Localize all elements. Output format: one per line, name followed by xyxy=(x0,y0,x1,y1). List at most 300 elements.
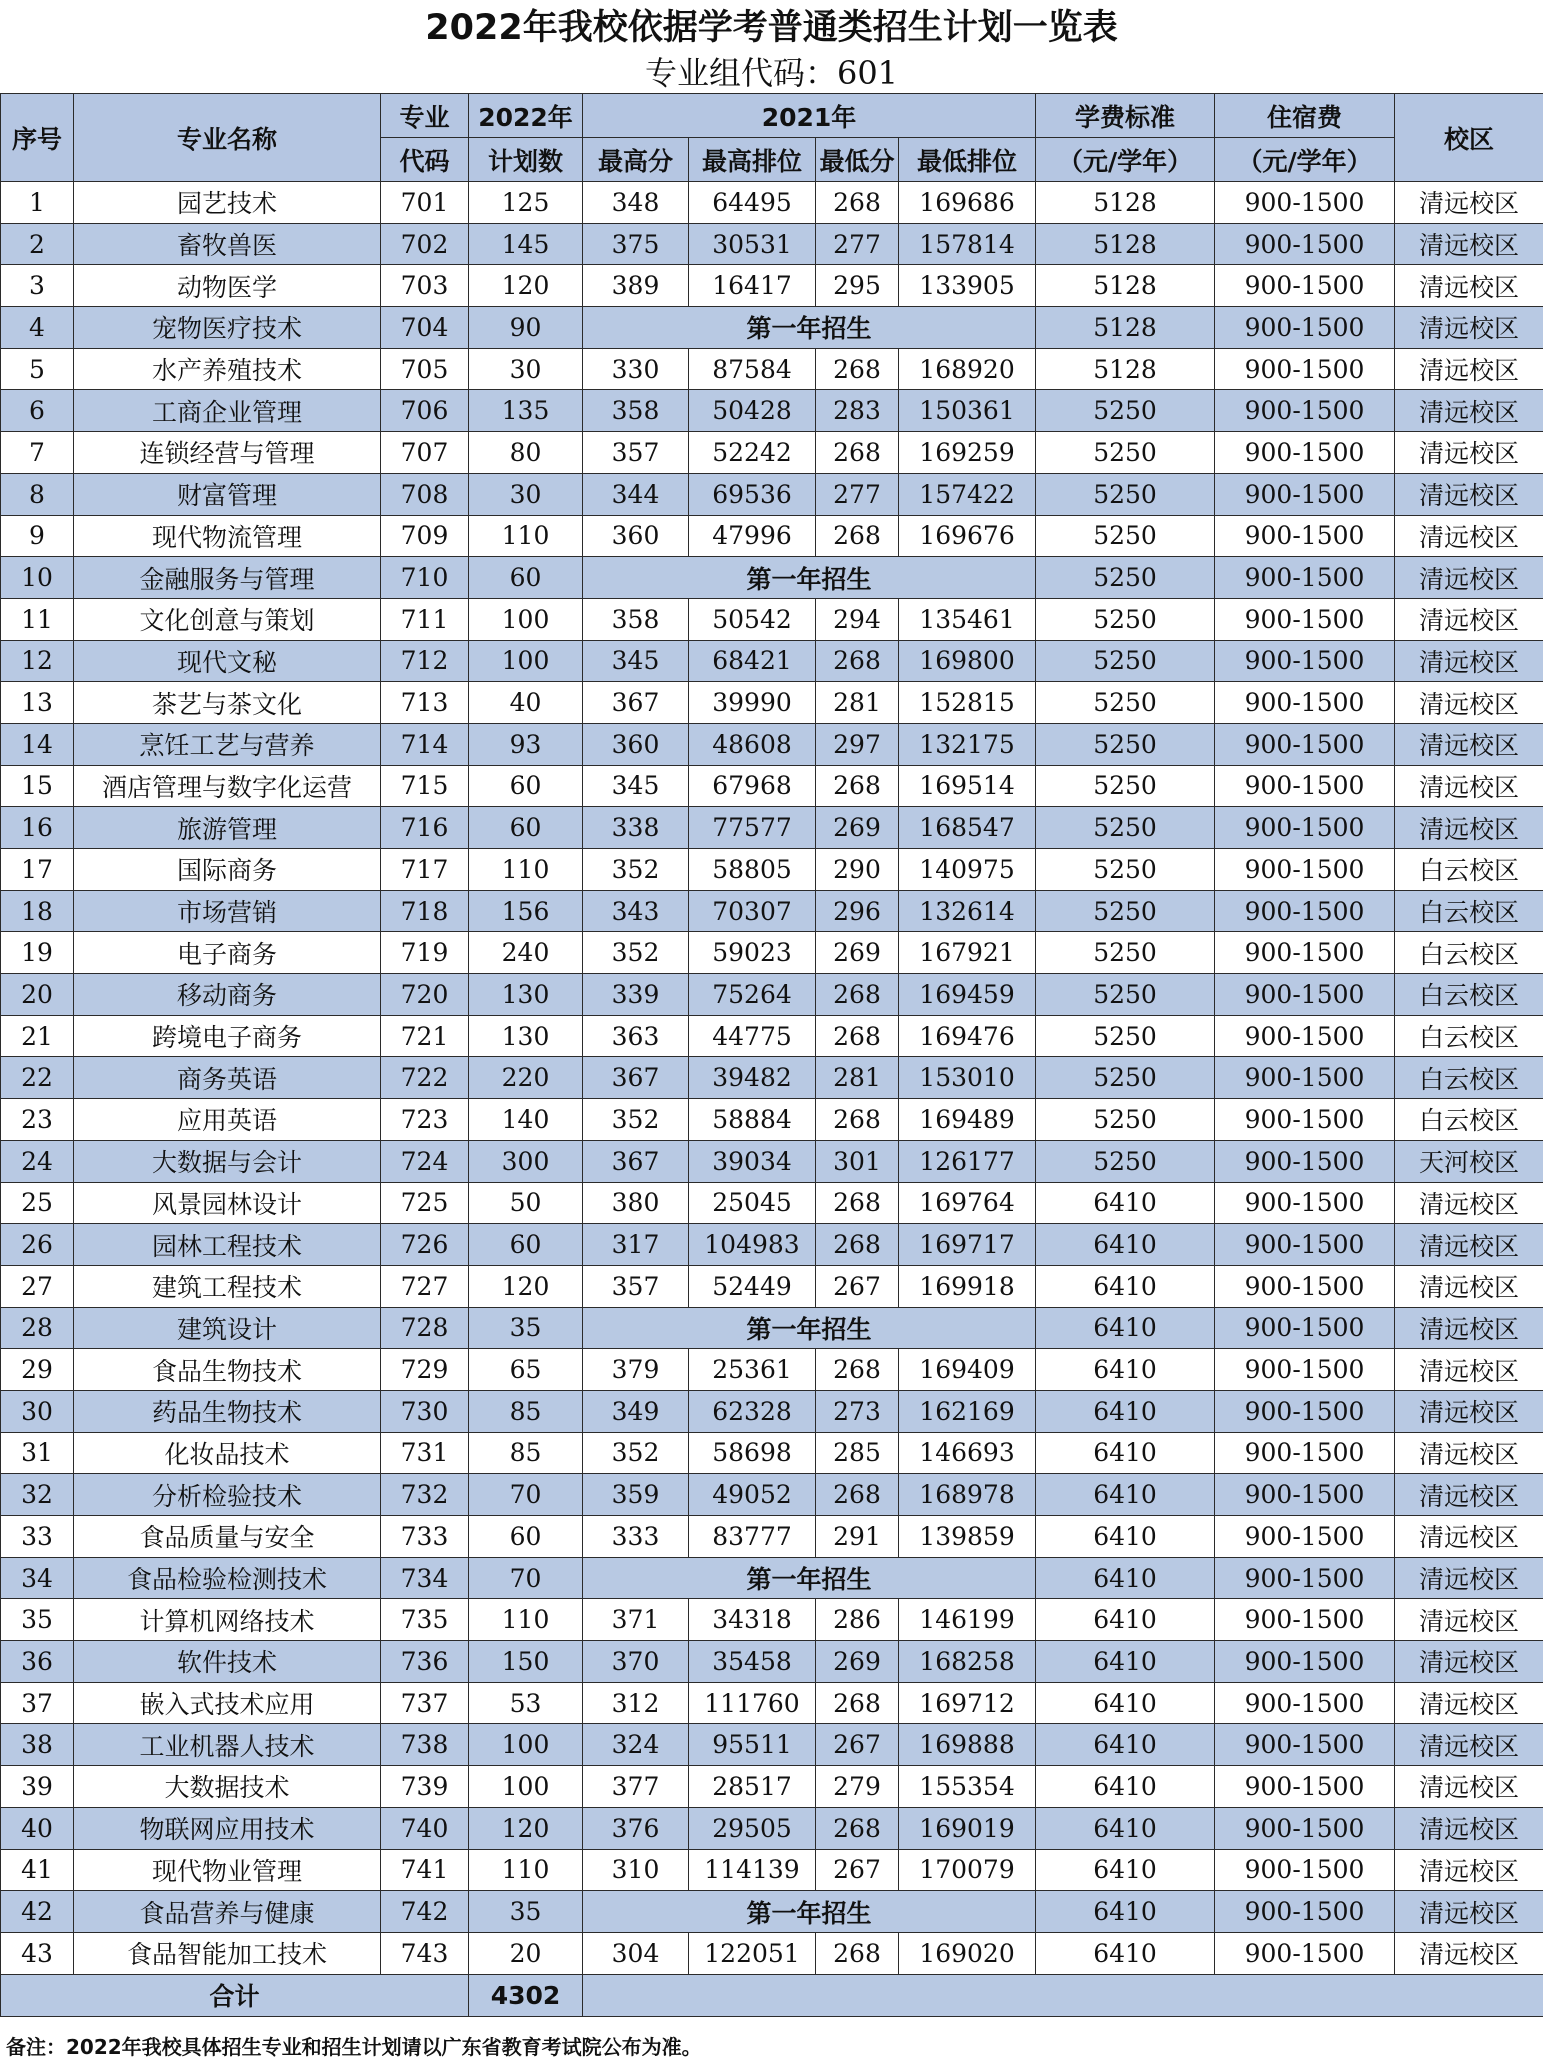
cell-min-score: 291 xyxy=(816,1516,899,1558)
cell-first-year: 第一年招生 xyxy=(583,307,1036,349)
cell-min-rank: 146693 xyxy=(899,1432,1036,1474)
cell-campus: 清远校区 xyxy=(1395,1849,1543,1891)
cell-name: 现代物业管理 xyxy=(74,1849,381,1891)
cell-max-score: 348 xyxy=(583,182,689,224)
cell-min-rank: 169476 xyxy=(899,1015,1036,1057)
footnote: 备注：2022年我校具体招生专业和招生计划请以广东省教育考试院公布为准。 xyxy=(6,2035,702,2059)
cell-name: 国际商务 xyxy=(74,849,381,891)
table-row xyxy=(1,598,1543,640)
cell-min-rank: 155354 xyxy=(899,1766,1036,1808)
cell-dorm: 900-1500 xyxy=(1215,223,1395,265)
cell-tuition: 5128 xyxy=(1036,348,1215,390)
cell-code: 725 xyxy=(381,1182,469,1224)
cell-max-rank: 75264 xyxy=(689,974,816,1016)
header-min-score: 最低分 xyxy=(816,138,899,182)
cell-plan: 60 xyxy=(469,807,583,849)
cell-seq: 23 xyxy=(1,1099,74,1141)
cell-max-rank: 83777 xyxy=(689,1516,816,1558)
header-min-rank: 最低排位 xyxy=(899,138,1036,182)
cell-plan: 145 xyxy=(469,223,583,265)
cell-seq: 19 xyxy=(1,932,74,974)
table-row xyxy=(1,1599,1543,1641)
table-row xyxy=(1,1224,1543,1266)
cell-campus: 清远校区 xyxy=(1395,1641,1543,1683)
cell-campus: 清远校区 xyxy=(1395,1766,1543,1808)
cell-min-score: 269 xyxy=(816,1641,899,1683)
table-row xyxy=(1,1349,1543,1391)
cell-name: 软件技术 xyxy=(74,1641,381,1683)
cell-min-rank: 169676 xyxy=(899,515,1036,557)
cell-tuition: 5250 xyxy=(1036,807,1215,849)
cell-min-rank: 169489 xyxy=(899,1099,1036,1141)
table-row xyxy=(1,1265,1543,1307)
cell-min-rank: 126177 xyxy=(899,1140,1036,1182)
cell-dorm: 900-1500 xyxy=(1215,473,1395,515)
cell-min-rank: 169019 xyxy=(899,1807,1036,1849)
cell-max-score: 359 xyxy=(583,1474,689,1516)
cell-max-rank: 50542 xyxy=(689,598,816,640)
cell-name: 移动商务 xyxy=(74,974,381,1016)
cell-min-score: 290 xyxy=(816,849,899,891)
header-dorm-bottom: （元/学年） xyxy=(1215,138,1395,182)
cell-tuition: 5250 xyxy=(1036,932,1215,974)
cell-tuition: 5250 xyxy=(1036,1015,1215,1057)
table-row xyxy=(1,557,1543,599)
header-campus: 校区 xyxy=(1395,94,1543,182)
table-row xyxy=(1,182,1543,224)
cell-min-rank: 132175 xyxy=(899,723,1036,765)
cell-campus: 清远校区 xyxy=(1395,1807,1543,1849)
cell-max-rank: 95511 xyxy=(689,1724,816,1766)
cell-tuition: 5250 xyxy=(1036,473,1215,515)
header-max-score: 最高分 xyxy=(583,138,689,182)
cell-dorm: 900-1500 xyxy=(1215,1557,1395,1599)
cell-name: 现代文秘 xyxy=(74,640,381,682)
cell-min-score: 268 xyxy=(816,974,899,1016)
table-row xyxy=(1,515,1543,557)
cell-max-rank: 58884 xyxy=(689,1099,816,1141)
cell-max-score: 358 xyxy=(583,390,689,432)
cell-max-score: 317 xyxy=(583,1224,689,1266)
cell-campus: 清远校区 xyxy=(1395,1307,1543,1349)
cell-code: 729 xyxy=(381,1349,469,1391)
cell-min-score: 268 xyxy=(816,1349,899,1391)
cell-plan: 135 xyxy=(469,390,583,432)
cell-seq: 2 xyxy=(1,223,74,265)
cell-code: 728 xyxy=(381,1307,469,1349)
cell-code: 723 xyxy=(381,1099,469,1141)
cell-campus: 清远校区 xyxy=(1395,1682,1543,1724)
cell-min-score: 294 xyxy=(816,598,899,640)
cell-max-score: 344 xyxy=(583,473,689,515)
cell-tuition: 6410 xyxy=(1036,1849,1215,1891)
cell-seq: 13 xyxy=(1,682,74,724)
cell-name: 市场营销 xyxy=(74,890,381,932)
cell-min-score: 267 xyxy=(816,1849,899,1891)
cell-plan: 130 xyxy=(469,974,583,1016)
cell-name: 化妆品技术 xyxy=(74,1432,381,1474)
cell-seq: 38 xyxy=(1,1724,74,1766)
cell-seq: 10 xyxy=(1,557,74,599)
cell-tuition: 5128 xyxy=(1036,265,1215,307)
cell-name: 水产养殖技术 xyxy=(74,348,381,390)
cell-max-score: 367 xyxy=(583,1140,689,1182)
cell-code: 726 xyxy=(381,1224,469,1266)
cell-campus: 清远校区 xyxy=(1395,223,1543,265)
cell-seq: 32 xyxy=(1,1474,74,1516)
cell-code: 731 xyxy=(381,1432,469,1474)
cell-tuition: 6410 xyxy=(1036,1474,1215,1516)
cell-code: 714 xyxy=(381,723,469,765)
cell-campus: 清远校区 xyxy=(1395,348,1543,390)
cell-max-rank: 50428 xyxy=(689,390,816,432)
table-row xyxy=(1,390,1543,432)
cell-plan: 85 xyxy=(469,1432,583,1474)
cell-dorm: 900-1500 xyxy=(1215,807,1395,849)
cell-seq: 16 xyxy=(1,807,74,849)
cell-min-score: 268 xyxy=(816,1224,899,1266)
cell-max-score: 345 xyxy=(583,640,689,682)
table-row xyxy=(1,1557,1543,1599)
cell-name: 工业机器人技术 xyxy=(74,1724,381,1766)
cell-code: 719 xyxy=(381,932,469,974)
cell-max-rank: 58698 xyxy=(689,1432,816,1474)
table-row xyxy=(1,1641,1543,1683)
cell-campus: 清远校区 xyxy=(1395,265,1543,307)
cell-dorm: 900-1500 xyxy=(1215,1516,1395,1558)
cell-min-score: 268 xyxy=(816,765,899,807)
cell-plan: 93 xyxy=(469,723,583,765)
cell-dorm: 900-1500 xyxy=(1215,1766,1395,1808)
cell-plan: 100 xyxy=(469,640,583,682)
cell-min-score: 268 xyxy=(816,1182,899,1224)
cell-code: 732 xyxy=(381,1474,469,1516)
cell-tuition: 6410 xyxy=(1036,1641,1215,1683)
cell-min-rank: 170079 xyxy=(899,1849,1036,1891)
cell-name: 计算机网络技术 xyxy=(74,1599,381,1641)
cell-max-score: 360 xyxy=(583,723,689,765)
cell-first-year: 第一年招生 xyxy=(583,1557,1036,1599)
cell-seq: 34 xyxy=(1,1557,74,1599)
cell-plan: 35 xyxy=(469,1307,583,1349)
cell-tuition: 5250 xyxy=(1036,432,1215,474)
total-value: 4302 xyxy=(469,1974,583,2016)
cell-tuition: 5250 xyxy=(1036,849,1215,891)
cell-code: 711 xyxy=(381,598,469,640)
cell-max-score: 360 xyxy=(583,515,689,557)
cell-name: 动物医学 xyxy=(74,265,381,307)
header-name: 专业名称 xyxy=(74,94,381,182)
cell-code: 717 xyxy=(381,849,469,891)
table-row xyxy=(1,1099,1543,1141)
cell-max-rank: 58805 xyxy=(689,849,816,891)
cell-code: 740 xyxy=(381,1807,469,1849)
cell-campus: 清远校区 xyxy=(1395,1516,1543,1558)
cell-seq: 22 xyxy=(1,1057,74,1099)
table-row xyxy=(1,1015,1543,1057)
total-label: 合计 xyxy=(1,1974,469,2016)
cell-code: 713 xyxy=(381,682,469,724)
cell-tuition: 5250 xyxy=(1036,515,1215,557)
cell-seq: 43 xyxy=(1,1932,74,1974)
cell-campus: 清远校区 xyxy=(1395,765,1543,807)
cell-min-rank: 169717 xyxy=(899,1224,1036,1266)
cell-max-score: 377 xyxy=(583,1766,689,1808)
cell-dorm: 900-1500 xyxy=(1215,598,1395,640)
cell-name: 物联网应用技术 xyxy=(74,1807,381,1849)
cell-dorm: 900-1500 xyxy=(1215,1474,1395,1516)
cell-first-year: 第一年招生 xyxy=(583,1891,1036,1933)
page-title: 2022年我校依据学考普通类招生计划一览表 xyxy=(425,8,1118,48)
cell-max-score: 375 xyxy=(583,223,689,265)
cell-name: 畜牧兽医 xyxy=(74,223,381,265)
cell-campus: 清远校区 xyxy=(1395,1182,1543,1224)
cell-min-rank: 169764 xyxy=(899,1182,1036,1224)
cell-dorm: 900-1500 xyxy=(1215,307,1395,349)
cell-tuition: 6410 xyxy=(1036,1182,1215,1224)
table-row xyxy=(1,1807,1543,1849)
cell-seq: 35 xyxy=(1,1599,74,1641)
cell-plan: 50 xyxy=(469,1182,583,1224)
cell-name: 电子商务 xyxy=(74,932,381,974)
cell-min-rank: 167921 xyxy=(899,932,1036,974)
cell-max-rank: 122051 xyxy=(689,1932,816,1974)
cell-dorm: 900-1500 xyxy=(1215,1182,1395,1224)
cell-min-rank: 153010 xyxy=(899,1057,1036,1099)
cell-dorm: 900-1500 xyxy=(1215,1849,1395,1891)
cell-tuition: 6410 xyxy=(1036,1307,1215,1349)
table-row xyxy=(1,1390,1543,1432)
cell-plan: 156 xyxy=(469,890,583,932)
cell-dorm: 900-1500 xyxy=(1215,682,1395,724)
cell-plan: 120 xyxy=(469,1807,583,1849)
cell-name: 文化创意与策划 xyxy=(74,598,381,640)
table-row xyxy=(1,1432,1543,1474)
cell-code: 743 xyxy=(381,1932,469,1974)
cell-max-rank: 52449 xyxy=(689,1265,816,1307)
cell-plan: 110 xyxy=(469,1849,583,1891)
cell-tuition: 5250 xyxy=(1036,682,1215,724)
cell-campus: 清远校区 xyxy=(1395,598,1543,640)
cell-code: 702 xyxy=(381,223,469,265)
cell-plan: 60 xyxy=(469,1224,583,1266)
cell-min-score: 273 xyxy=(816,1390,899,1432)
cell-min-score: 268 xyxy=(816,1807,899,1849)
cell-code: 715 xyxy=(381,765,469,807)
cell-plan: 70 xyxy=(469,1557,583,1599)
cell-dorm: 900-1500 xyxy=(1215,1140,1395,1182)
cell-tuition: 5250 xyxy=(1036,765,1215,807)
cell-code: 727 xyxy=(381,1265,469,1307)
table-row xyxy=(1,849,1543,891)
cell-name: 大数据与会计 xyxy=(74,1140,381,1182)
cell-plan: 35 xyxy=(469,1891,583,1933)
cell-seq: 27 xyxy=(1,1265,74,1307)
cell-campus: 清远校区 xyxy=(1395,1390,1543,1432)
cell-name: 酒店管理与数字化运营 xyxy=(74,765,381,807)
cell-min-score: 268 xyxy=(816,1015,899,1057)
cell-min-score: 277 xyxy=(816,223,899,265)
cell-campus: 清远校区 xyxy=(1395,1557,1543,1599)
cell-seq: 5 xyxy=(1,348,74,390)
cell-dorm: 900-1500 xyxy=(1215,974,1395,1016)
cell-min-score: 301 xyxy=(816,1140,899,1182)
table-body xyxy=(1,182,1543,1975)
cell-name: 跨境电子商务 xyxy=(74,1015,381,1057)
cell-tuition: 5250 xyxy=(1036,974,1215,1016)
cell-dorm: 900-1500 xyxy=(1215,1641,1395,1683)
cell-plan: 240 xyxy=(469,932,583,974)
cell-name: 食品检验检测技术 xyxy=(74,1557,381,1599)
cell-max-score: 310 xyxy=(583,1849,689,1891)
cell-min-score: 269 xyxy=(816,932,899,974)
cell-tuition: 5250 xyxy=(1036,1099,1215,1141)
cell-min-rank: 150361 xyxy=(899,390,1036,432)
cell-max-rank: 49052 xyxy=(689,1474,816,1516)
cell-dorm: 900-1500 xyxy=(1215,890,1395,932)
cell-code: 712 xyxy=(381,640,469,682)
table-row xyxy=(1,890,1543,932)
cell-code: 716 xyxy=(381,807,469,849)
cell-seq: 25 xyxy=(1,1182,74,1224)
cell-campus: 清远校区 xyxy=(1395,1599,1543,1641)
cell-min-score: 269 xyxy=(816,807,899,849)
table-row xyxy=(1,682,1543,724)
cell-plan: 60 xyxy=(469,557,583,599)
table-row xyxy=(1,1766,1543,1808)
cell-dorm: 900-1500 xyxy=(1215,265,1395,307)
table-row xyxy=(1,1307,1543,1349)
cell-min-rank: 139859 xyxy=(899,1516,1036,1558)
cell-code: 736 xyxy=(381,1641,469,1683)
cell-dorm: 900-1500 xyxy=(1215,1307,1395,1349)
cell-plan: 125 xyxy=(469,182,583,224)
cell-plan: 220 xyxy=(469,1057,583,1099)
cell-max-score: 370 xyxy=(583,1641,689,1683)
cell-seq: 28 xyxy=(1,1307,74,1349)
cell-seq: 17 xyxy=(1,849,74,891)
cell-dorm: 900-1500 xyxy=(1215,723,1395,765)
cell-name: 宠物医疗技术 xyxy=(74,307,381,349)
cell-code: 741 xyxy=(381,1849,469,1891)
cell-dorm: 900-1500 xyxy=(1215,348,1395,390)
cell-dorm: 900-1500 xyxy=(1215,1349,1395,1391)
cell-max-rank: 44775 xyxy=(689,1015,816,1057)
cell-min-score: 268 xyxy=(816,348,899,390)
cell-seq: 29 xyxy=(1,1349,74,1391)
cell-max-rank: 67968 xyxy=(689,765,816,807)
cell-name: 茶艺与茶文化 xyxy=(74,682,381,724)
cell-campus: 白云校区 xyxy=(1395,1057,1543,1099)
cell-max-score: 330 xyxy=(583,348,689,390)
cell-tuition: 6410 xyxy=(1036,1265,1215,1307)
table-row xyxy=(1,348,1543,390)
cell-campus: 清远校区 xyxy=(1395,1474,1543,1516)
cell-dorm: 900-1500 xyxy=(1215,390,1395,432)
header-dorm-top: 住宿费 xyxy=(1215,94,1395,138)
header-plan-count: 计划数 xyxy=(469,138,583,182)
cell-code: 739 xyxy=(381,1766,469,1808)
cell-campus: 白云校区 xyxy=(1395,974,1543,1016)
cell-name: 工商企业管理 xyxy=(74,390,381,432)
cell-min-rank: 168920 xyxy=(899,348,1036,390)
cell-seq: 31 xyxy=(1,1432,74,1474)
cell-name: 现代物流管理 xyxy=(74,515,381,557)
cell-plan: 120 xyxy=(469,265,583,307)
cell-max-rank: 29505 xyxy=(689,1807,816,1849)
cell-min-rank: 169800 xyxy=(899,640,1036,682)
cell-dorm: 900-1500 xyxy=(1215,1807,1395,1849)
table-row xyxy=(1,807,1543,849)
cell-min-score: 268 xyxy=(816,640,899,682)
cell-dorm: 900-1500 xyxy=(1215,1682,1395,1724)
cell-seq: 18 xyxy=(1,890,74,932)
cell-seq: 24 xyxy=(1,1140,74,1182)
cell-max-rank: 69536 xyxy=(689,473,816,515)
cell-campus: 白云校区 xyxy=(1395,1015,1543,1057)
cell-plan: 70 xyxy=(469,1474,583,1516)
cell-code: 742 xyxy=(381,1891,469,1933)
cell-min-score: 267 xyxy=(816,1265,899,1307)
cell-name: 园艺技术 xyxy=(74,182,381,224)
cell-min-score: 268 xyxy=(816,1474,899,1516)
cell-dorm: 900-1500 xyxy=(1215,1432,1395,1474)
table-row xyxy=(1,640,1543,682)
total-filler xyxy=(583,1974,1543,2016)
cell-tuition: 5250 xyxy=(1036,723,1215,765)
cell-tuition: 5250 xyxy=(1036,390,1215,432)
cell-tuition: 6410 xyxy=(1036,1807,1215,1849)
cell-min-rank: 157814 xyxy=(899,223,1036,265)
cell-tuition: 6410 xyxy=(1036,1349,1215,1391)
cell-tuition: 6410 xyxy=(1036,1599,1215,1641)
cell-max-rank: 52242 xyxy=(689,432,816,474)
cell-dorm: 900-1500 xyxy=(1215,932,1395,974)
cell-campus: 天河校区 xyxy=(1395,1140,1543,1182)
cell-campus: 清远校区 xyxy=(1395,1265,1543,1307)
cell-campus: 清远校区 xyxy=(1395,807,1543,849)
cell-dorm: 900-1500 xyxy=(1215,1015,1395,1057)
cell-dorm: 900-1500 xyxy=(1215,1265,1395,1307)
cell-code: 738 xyxy=(381,1724,469,1766)
cell-campus: 清远校区 xyxy=(1395,1349,1543,1391)
cell-campus: 白云校区 xyxy=(1395,849,1543,891)
cell-min-score: 268 xyxy=(816,1932,899,1974)
cell-seq: 7 xyxy=(1,432,74,474)
cell-code: 737 xyxy=(381,1682,469,1724)
cell-tuition: 6410 xyxy=(1036,1766,1215,1808)
cell-min-rank: 169259 xyxy=(899,432,1036,474)
cell-min-score: 268 xyxy=(816,515,899,557)
cell-min-rank: 169409 xyxy=(899,1349,1036,1391)
cell-campus: 清远校区 xyxy=(1395,557,1543,599)
cell-seq: 11 xyxy=(1,598,74,640)
cell-seq: 20 xyxy=(1,974,74,1016)
cell-seq: 37 xyxy=(1,1682,74,1724)
cell-campus: 清远校区 xyxy=(1395,1932,1543,1974)
cell-name: 应用英语 xyxy=(74,1099,381,1141)
cell-max-rank: 35458 xyxy=(689,1641,816,1683)
cell-min-score: 283 xyxy=(816,390,899,432)
cell-code: 706 xyxy=(381,390,469,432)
table-row xyxy=(1,1932,1543,1974)
cell-seq: 41 xyxy=(1,1849,74,1891)
cell-name: 旅游管理 xyxy=(74,807,381,849)
cell-tuition: 6410 xyxy=(1036,1516,1215,1558)
cell-campus: 清远校区 xyxy=(1395,515,1543,557)
cell-seq: 36 xyxy=(1,1641,74,1683)
cell-plan: 120 xyxy=(469,1265,583,1307)
